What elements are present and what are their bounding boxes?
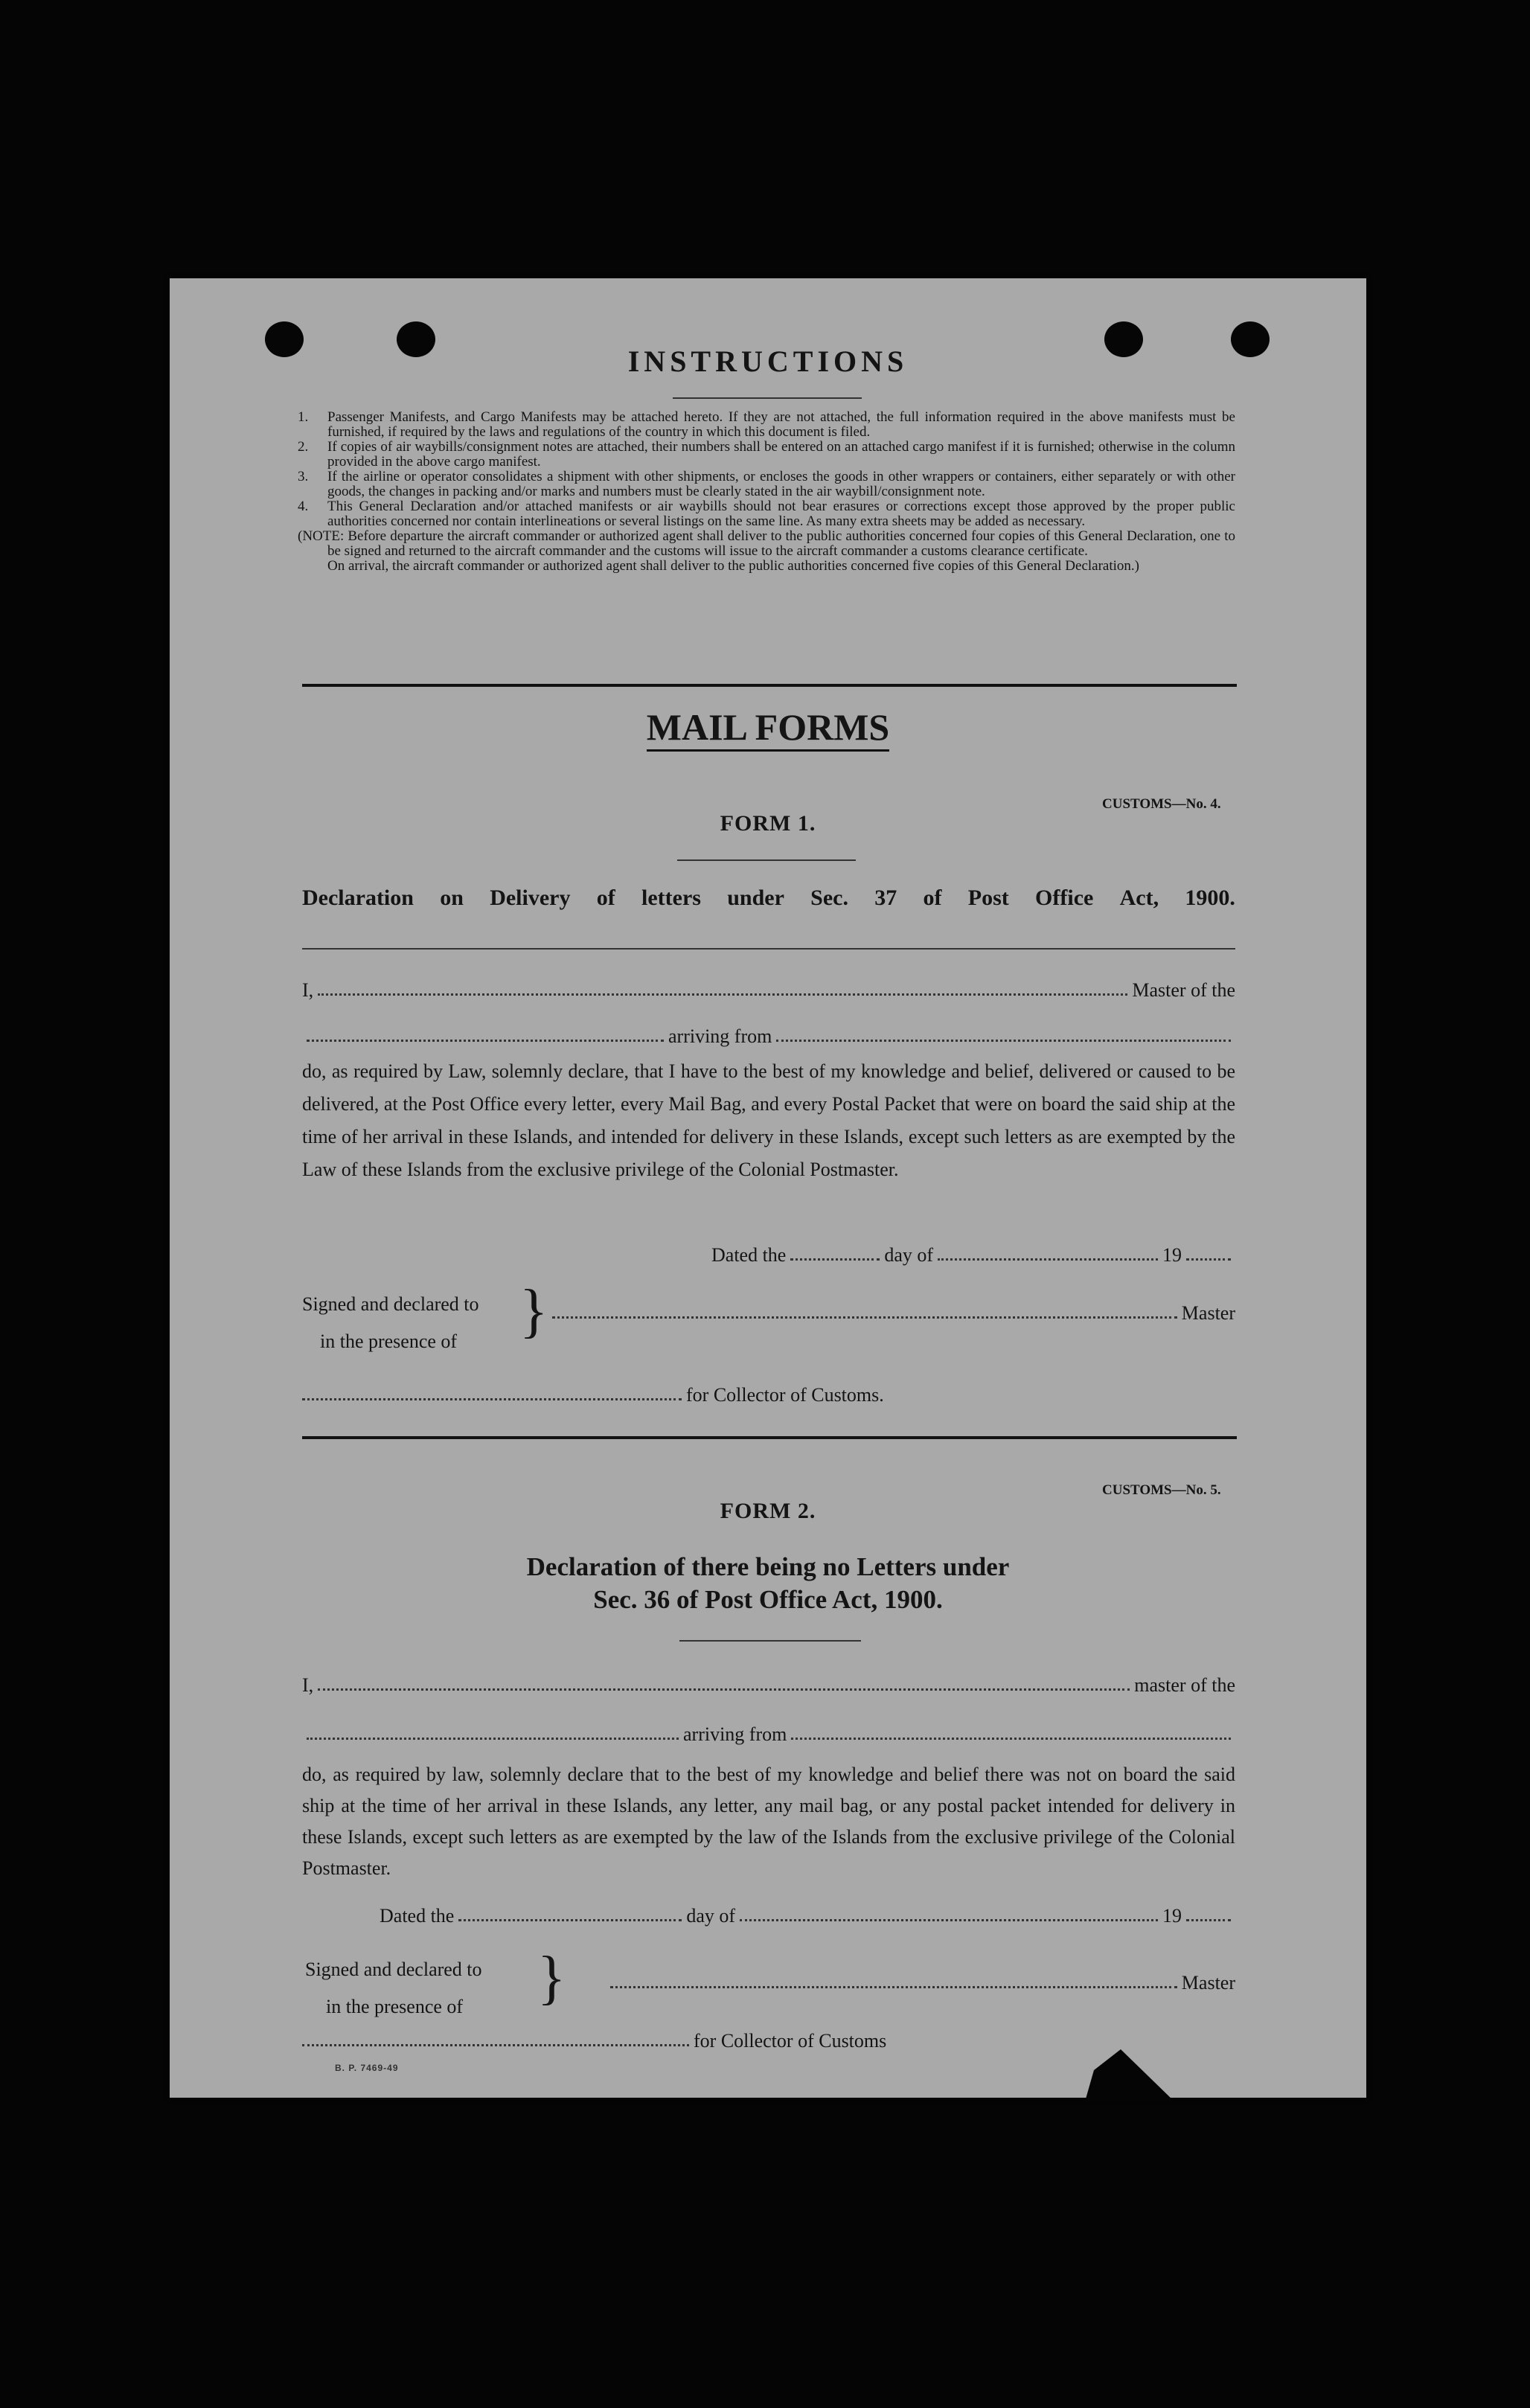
master-signature-line: Master <box>606 1972 1235 1994</box>
collector-line: for Collector of Customs <box>302 2030 972 2052</box>
dated-line: Dated the day of 19 <box>380 1905 1235 1927</box>
instructions-list <box>298 410 1235 574</box>
ship-arriving-line: arriving from <box>302 1025 1235 1048</box>
form2-declaration-text: do, as required by law, solemnly declare that to the best of my knowledge and belief there was not on board the said ship at the time of her arrival in these Islands, any letter, any mail bag, or any postal packet intended for delivery in these Islands, except such letters as are exempted by the law of the Islands from the exclusive privilege of the Colonial Postmaster. <box>302 1764 1235 1879</box>
date-month-field[interactable] <box>938 1258 1158 1261</box>
form1-declaration-text: do, as required by Law, solemnly declare, that I have to the best of my knowledge and belief, delivered or caused to be delivered, at the Post Office every letter, every Mail Bag, and every Postal Packet that were on board the said ship at the time of her arrival in these Islands, and intended for delivery in these Islands, except such letters as are exempted by the Law of these Islands from the exclusive privilege of the Colonial Postmaster. <box>302 1060 1235 1180</box>
master-name-line: I, Master of the <box>302 979 1235 1001</box>
divider <box>673 397 862 399</box>
date-year-field[interactable] <box>1186 1258 1231 1261</box>
divider <box>302 948 1235 950</box>
master-name-field[interactable] <box>318 993 1127 996</box>
signed-block: Signed and declared to in the presence of <box>305 1959 482 2017</box>
dated-line: Dated the day of 19 <box>711 1244 1235 1267</box>
collector-signature-field[interactable] <box>302 2044 689 2046</box>
arriving-from-field[interactable] <box>791 1738 1231 1740</box>
date-month-field[interactable] <box>740 1919 1158 1921</box>
instruction-note: On arrival, the aircraft commander or authorized agent shall deliver to the public authorities concerned five copies of this General Declaration.) <box>327 558 1139 574</box>
master-signature-line: Master <box>548 1302 1235 1325</box>
torn-corner <box>1085 2049 1174 2101</box>
divider <box>679 1640 861 1642</box>
date-day-field[interactable] <box>790 1258 880 1261</box>
ship-name-field[interactable] <box>307 1738 679 1740</box>
divider <box>677 859 856 861</box>
ship-name-field[interactable] <box>307 1040 664 1042</box>
print-code: B. P. 7469-49 <box>335 2063 399 2073</box>
collector-line: for Collector of Customs. <box>302 1384 972 1406</box>
customs-number: CUSTOMS—No. 4. <box>1102 796 1221 812</box>
form2-title: FORM 2. <box>720 1499 816 1523</box>
form1-declaration-title: Declaration on Delivery of letters under Sec. 37 of Post Office Act, 1900. <box>302 886 1235 910</box>
brace: } <box>537 1945 566 2011</box>
arriving-from-field[interactable] <box>776 1040 1231 1042</box>
ship-arriving-line: arriving from <box>302 1723 1235 1746</box>
form1-title: FORM 1. <box>720 811 816 836</box>
document-page <box>170 278 1366 2098</box>
instruction-note: (NOTE: Before departure the aircraft commander or authorized agent shall deliver to the public authorities concerned four copies of this General Declaration, one to be signed and returned to the aircraft commander and the customs will issue to the aircraft commander a customs clearance certificate. <box>298 528 1235 559</box>
brace: } <box>519 1278 548 1344</box>
mail-forms-title: MAIL FORMS <box>170 705 1366 749</box>
form2-declaration-title: Declaration of there being no Letters under Sec. 36 of Post Office Act, 1900. <box>526 1552 1010 1614</box>
instruction-item: 4. This General Declaration and/or attached manifests or air waybills should not bear erasures or corrections except those approved by the proper public authorities concerned nor contain interlineations or several listings on the same line. As many extra sheets may be added as necessary. <box>298 499 1235 529</box>
divider <box>302 1436 1237 1439</box>
instruction-item: 2. If copies of air waybills/consignment notes are attached, their numbers shall be entered on an attached cargo manifest if it is furnished; otherwise in the column provided in the above cargo manifest. <box>298 439 1235 470</box>
master-name-line: I, master of the <box>302 1674 1235 1696</box>
date-year-field[interactable] <box>1186 1919 1231 1921</box>
instruction-item: 1. Passenger Manifests, and Cargo Manifests may be attached hereto. If they are not attached, the full information required in the above manifests must be furnished, if required by the laws and regulations of the country in which this document is filed. <box>298 409 1235 440</box>
master-signature-field[interactable] <box>610 1986 1177 1988</box>
collector-signature-field[interactable] <box>302 1398 682 1400</box>
date-day-field[interactable] <box>458 1919 682 1921</box>
signed-block: Signed and declared to in the presence of <box>302 1293 479 1352</box>
master-signature-field[interactable] <box>552 1316 1177 1319</box>
instructions-title: INSTRUCTIONS <box>627 345 909 378</box>
master-name-field[interactable] <box>318 1688 1130 1691</box>
instruction-item: 3. If the airline or operator consolidates a shipment with other shipments, or encloses the goods in other wrappers or containers, either separately or with other goods, the changes in packing and/or marks and numbers must be clearly stated in the air waybill/consignment note. <box>298 469 1235 499</box>
divider <box>302 684 1237 687</box>
customs-number: CUSTOMS—No. 5. <box>1102 1482 1221 1498</box>
